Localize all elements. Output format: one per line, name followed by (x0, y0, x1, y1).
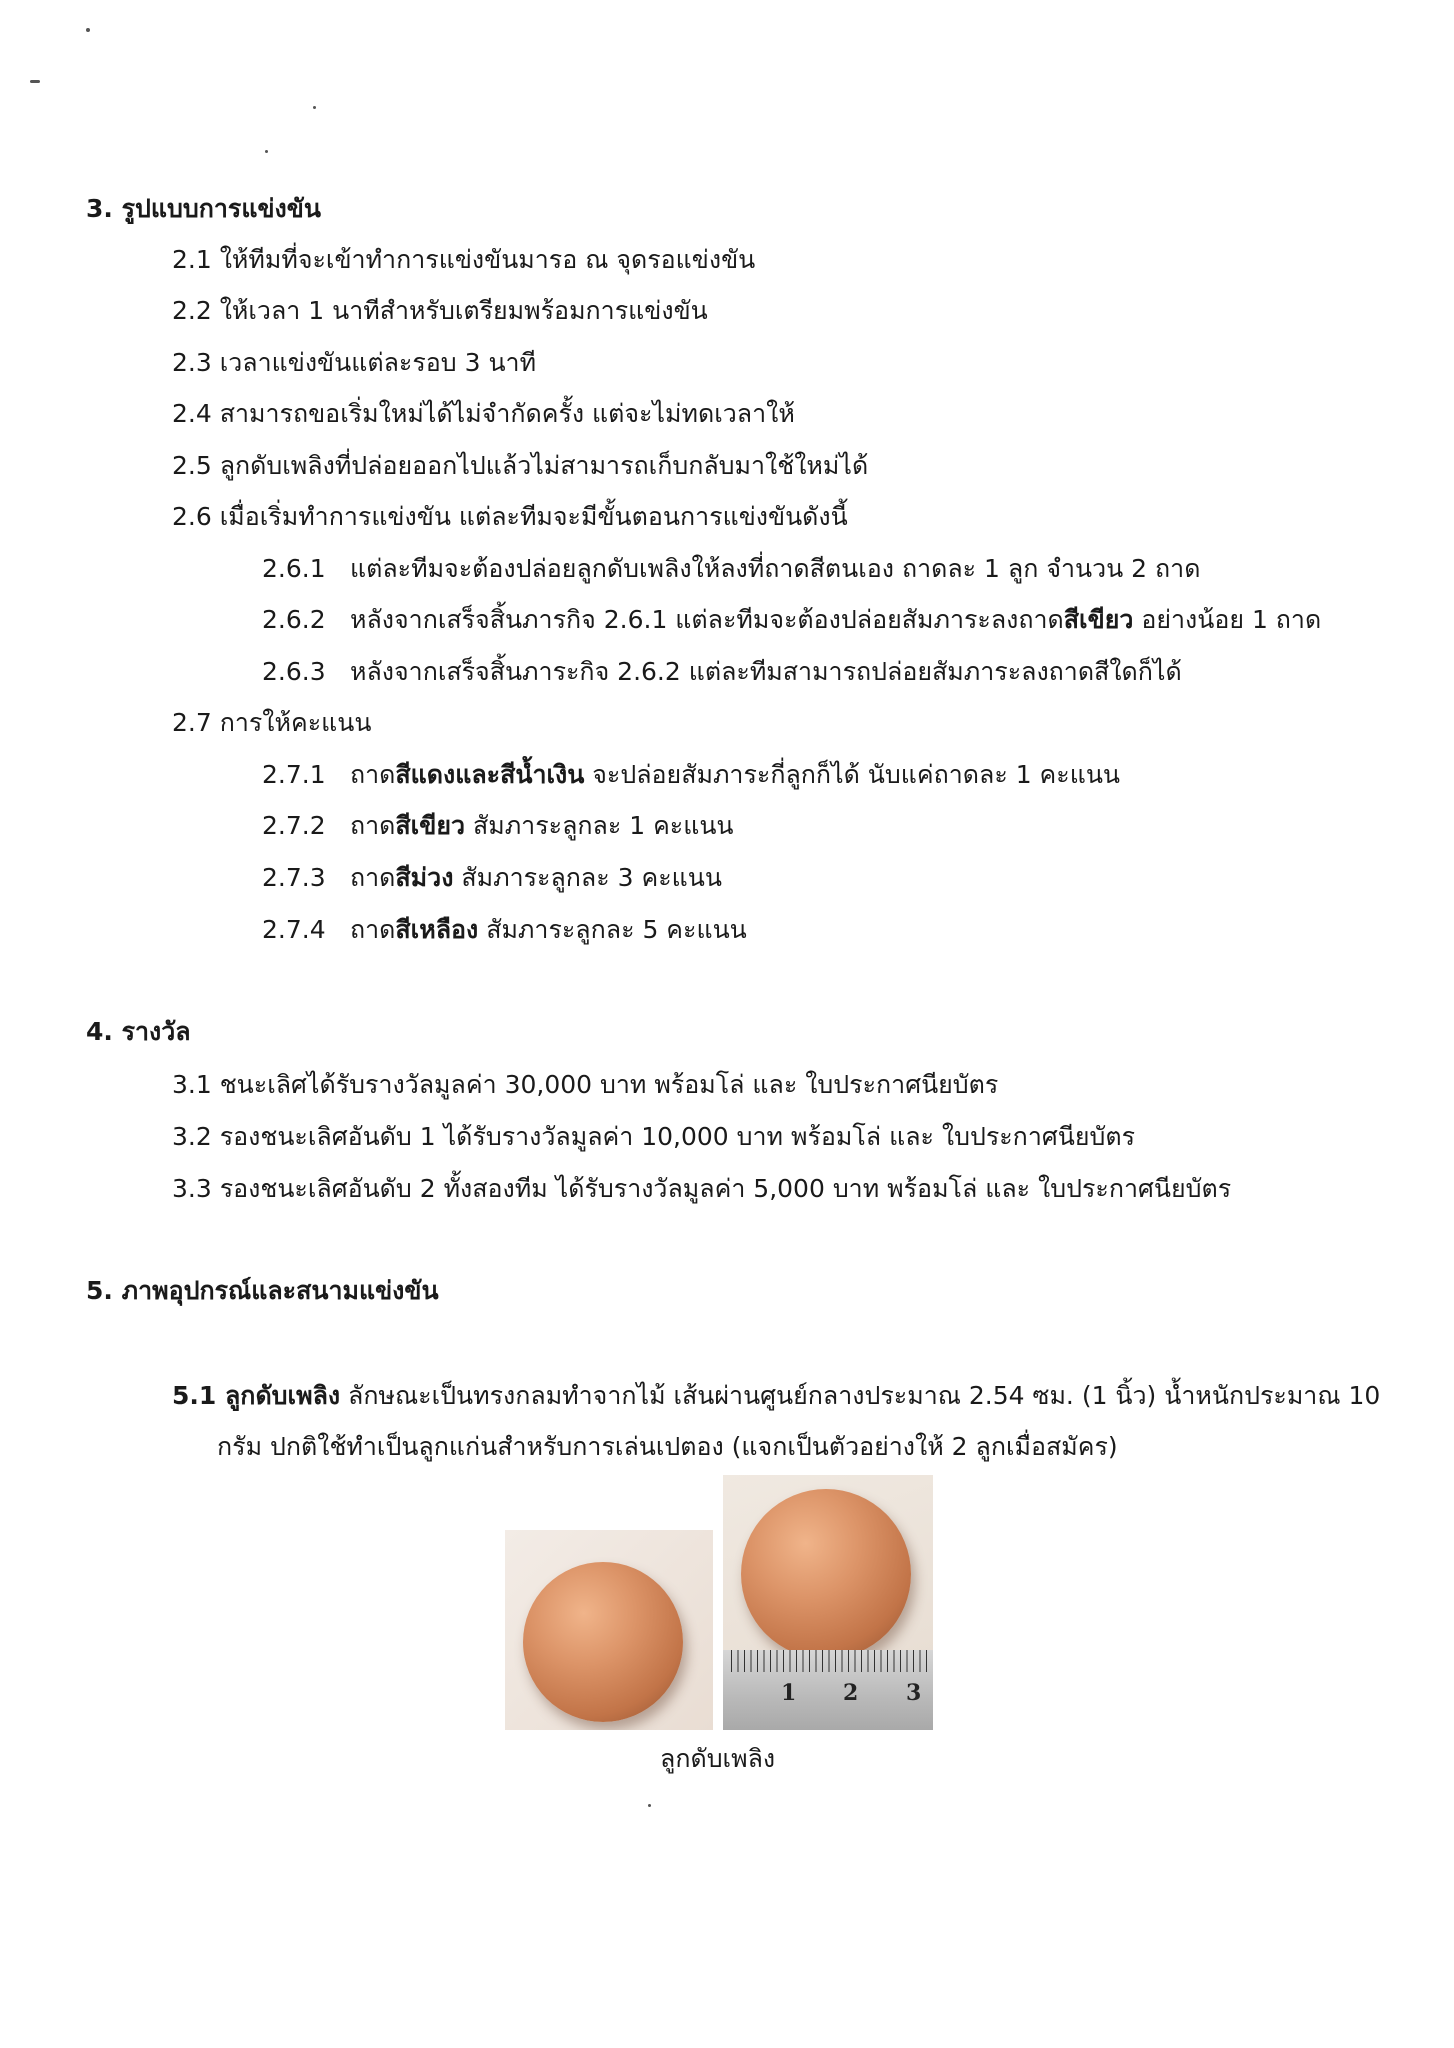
prize-item: 3.2 รองชนะเลิศอันดับ 1 ได้รับรางวัลมูลค่า 10,000 บาท พร้อมโล่ และ ใบประกาศนียบัตร (172, 1122, 1136, 1151)
step-text: หลังจากเสร็จสิ้นภารกิจ 2.6.1 แต่ละทีมจะต้องปล่อยสัมภาระลงถาด (350, 605, 1064, 634)
section-heading-equipment: 5. ภาพอุปกรณ์และสนามแข่งขัน (86, 1276, 439, 1305)
scan-speck (648, 1804, 651, 1807)
scoring-text: ถาด (350, 811, 396, 840)
prize-item: 3.3 รองชนะเลิศอันดับ 2 ทั้งสองทีม ได้รับรางวัลมูลค่า 5,000 บาท พร้อมโล่ และ ใบประกาศนียบัตร (172, 1174, 1232, 1203)
equipment-label: 5.1 ลูกดับเพลิง (172, 1381, 341, 1410)
fire-ball-photo (505, 1530, 713, 1730)
step-item (262, 656, 1182, 688)
rule-item: 2.4 สามารถขอเริ่มใหม่ได้ไม่จำกัดครั้ง แต่จะไม่ทดเวลาให้ (172, 399, 795, 428)
step-item (262, 604, 1321, 636)
step-number: 2.6.2 (262, 605, 326, 634)
step-item (262, 553, 1200, 585)
scoring-text: ถาด (350, 863, 396, 892)
step-text-bold: สีเขียว (1063, 605, 1134, 634)
scoring-text: ถาด (350, 760, 396, 789)
scoring-number: 2.7.4 (262, 915, 326, 944)
scoring-text: จะปล่อยสัมภาระกี่ลูกก็ได้ นับแค่ถาดละ 1 คะแนน (584, 760, 1120, 789)
equipment-description (172, 1380, 1380, 1412)
photo-caption: ลูกดับเพลิง (660, 1744, 776, 1773)
scan-speck (30, 80, 40, 83)
scan-speck (265, 150, 268, 153)
scoring-text: สัมภาระลูกละ 3 คะแนน (453, 863, 722, 892)
step-text: หลังจากเสร็จสิ้นภาระกิจ 2.6.2 แต่ละทีมสามารถปล่อยสัมภาระลงถาดสีใดก็ได้ (350, 657, 1182, 686)
scoring-text: สัมภาระลูกละ 5 คะแนน (478, 915, 747, 944)
scoring-item (262, 914, 747, 946)
wooden-ball-image (741, 1489, 911, 1659)
fire-ball-with-ruler-photo (723, 1475, 933, 1730)
scoring-text: สัมภาระลูกละ 1 คะแนน (465, 811, 734, 840)
scoring-text-bold: สีเหลือง (395, 915, 479, 944)
ruler-mark: 3 (906, 1680, 922, 1706)
rule-item: 2.6 เมื่อเริ่มทำการแข่งขัน แต่ละทีมจะมีขั้นตอนการแข่งขันดังนี้ (172, 502, 848, 531)
rule-item: 2.1 ให้ทีมที่จะเข้าทำการแข่งขันมารอ ณ จุดรอแข่งขัน (172, 245, 756, 274)
scoring-text-bold: สีเขียว (395, 811, 466, 840)
step-number: 2.6.3 (262, 657, 326, 686)
ruler-mark: 2 (843, 1680, 859, 1706)
wooden-ball-image (523, 1562, 683, 1722)
scoring-item (262, 862, 722, 894)
step-text: อย่างน้อย 1 ถาด (1133, 605, 1322, 634)
scan-speck (86, 28, 90, 32)
scoring-text-bold: สีม่วง (395, 863, 454, 892)
rule-item: 2.5 ลูกดับเพลิงที่ปล่อยออกไปแล้วไม่สามารถเก็บกลับมาใช้ใหม่ได้ (172, 451, 869, 480)
rule-item: 2.2 ให้เวลา 1 นาทีสำหรับเตรียมพร้อมการแข่งขัน (172, 296, 708, 325)
scoring-item (262, 759, 1120, 791)
section-heading-competition-format: 3. รูปแบบการแข่งขัน (86, 194, 321, 223)
step-number: 2.6.1 (262, 554, 326, 583)
ruler-ticks (731, 1650, 931, 1672)
prize-item: 3.1 ชนะเลิศได้รับรางวัลมูลค่า 30,000 บาท พร้อมโล่ และ ใบประกาศนียบัตร (172, 1070, 999, 1099)
scoring-number: 2.7.2 (262, 811, 326, 840)
rule-item: 2.3 เวลาแข่งขันแต่ละรอบ 3 นาที (172, 348, 537, 377)
scoring-number: 2.7.1 (262, 760, 326, 789)
scoring-label: 2.7 การให้คะแนน (172, 708, 372, 737)
step-text: แต่ละทีมจะต้องปล่อยลูกดับเพลิงให้ลงที่ถาดสีตนเอง ถาดละ 1 ลูก จำนวน 2 ถาด (350, 554, 1201, 583)
scan-speck (313, 106, 316, 109)
ruler-mark: 1 (781, 1680, 797, 1706)
ruler-image (723, 1650, 933, 1730)
scoring-text: ถาด (350, 915, 396, 944)
section-heading-prizes: 4. รางวัล (86, 1017, 191, 1046)
equipment-description-continued: กรัม ปกติใช้ทำเป็นลูกแก่นสำหรับการเล่นเปตอง (แจกเป็นตัวอย่างให้ 2 ลูกเมื่อสมัคร) (217, 1432, 1118, 1461)
scoring-item (262, 810, 734, 842)
equipment-text: ลักษณะเป็นทรงกลมทำจากไม้ เส้นผ่านศูนย์กลางประมาณ 2.54 ซม. (1 นิ้ว) น้ำหนักประมาณ 10 (340, 1381, 1381, 1410)
scoring-number: 2.7.3 (262, 863, 326, 892)
scoring-text-bold: สีแดงและสีน้ำเงิน (395, 760, 585, 789)
